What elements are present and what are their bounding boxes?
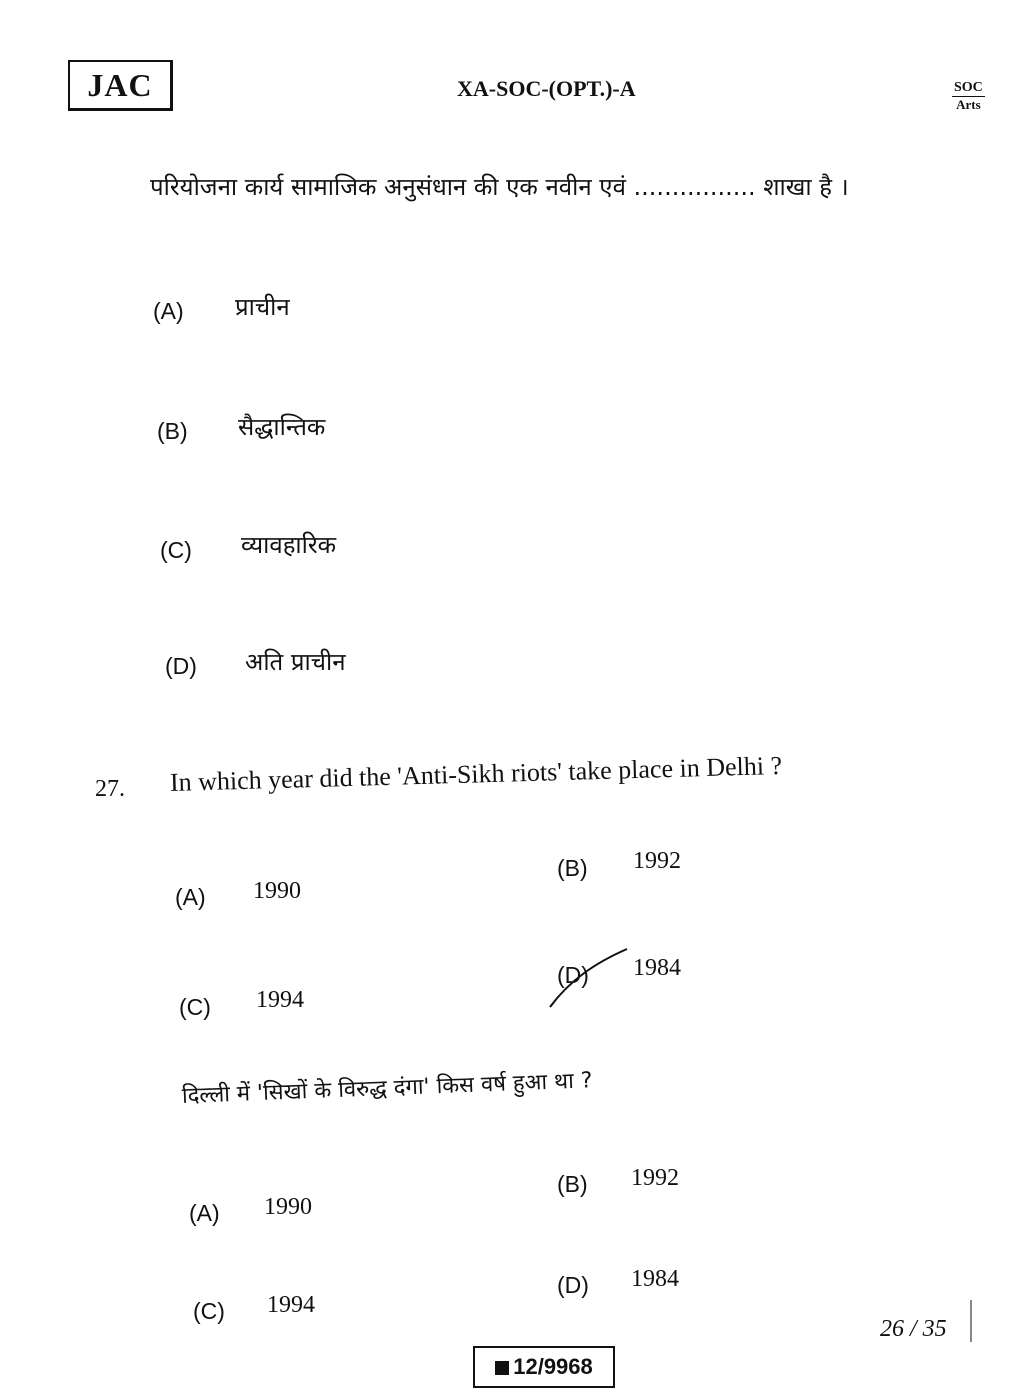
q27-option-a-text: 1990 — [253, 878, 301, 904]
q27-hindi-option-a-label: (A) — [189, 1200, 220, 1226]
booklet-code-text: 12/9968 — [513, 1354, 593, 1379]
page-number: 26 / 35 — [880, 1316, 947, 1342]
q27-option-b-label: (B) — [557, 855, 588, 881]
q26-hindi-question: परियोजना कार्य सामाजिक अनुसंधान की एक नवीन एवं ................ शाखा है । — [150, 173, 849, 201]
jac-logo: JAC — [68, 60, 173, 111]
q27-hindi-option-b-label: (B) — [557, 1171, 588, 1197]
q27-option-d-text: 1984 — [633, 955, 681, 981]
q27-option-a-label: (A) — [175, 884, 206, 910]
q26-option-a-text: प्राचीन — [235, 293, 290, 321]
q26-option-b-text: सैद्धान्तिक — [238, 413, 326, 441]
q27-option-d-label: (D) — [557, 962, 589, 988]
q27-option-c-text: 1994 — [256, 987, 304, 1013]
q26-option-c-text: व्यावहारिक — [241, 531, 337, 559]
q27-option-c-label: (C) — [179, 994, 211, 1020]
q27-option-b-text: 1992 — [633, 848, 681, 874]
q27-hindi-option-c-text: 1994 — [267, 1292, 315, 1318]
q26-option-a-label: (A) — [153, 298, 184, 324]
answer-strike-mark — [545, 945, 635, 1015]
q27-hindi-option-a-text: 1990 — [264, 1194, 312, 1220]
paper-code: XA-SOC-(OPT.)-A — [457, 76, 636, 101]
subject-badge — [952, 80, 985, 113]
q27-hindi-option-d-label: (D) — [557, 1272, 589, 1298]
q27-hindi-option-d-text: 1984 — [631, 1266, 679, 1292]
q27-hindi-option-b-text: 1992 — [631, 1165, 679, 1191]
booklet-code — [473, 1346, 615, 1388]
q26-option-c-label: (C) — [160, 537, 192, 563]
square-icon — [495, 1361, 509, 1375]
q26-option-d-text: अति प्राचीन — [245, 648, 346, 676]
subject-top: SOC — [954, 80, 983, 95]
q27-hindi-option-c-label: (C) — [193, 1298, 225, 1324]
margin-line — [970, 1300, 972, 1342]
subject-bottom: Arts — [956, 97, 981, 112]
q27-number: 27. — [95, 776, 125, 802]
q26-option-b-label: (B) — [157, 418, 188, 444]
q27-hindi-question: दिल्ली में 'सिखों के विरुद्ध दंगा' किस वर्ष हुआ था ? — [181, 1068, 593, 1109]
q26-option-d-label: (D) — [165, 653, 197, 679]
q27-question: In which year did the 'Anti-Sikh riots' take place in Delhi ? — [169, 750, 783, 797]
